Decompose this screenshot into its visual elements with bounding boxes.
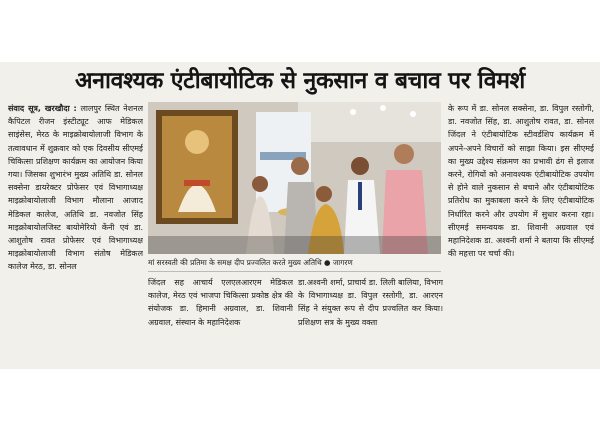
article-column-1 <box>8 102 143 368</box>
headline: अनावश्यक एंटीबायोटिक से नुकसान व बचाव पर विमर्श <box>74 68 525 94</box>
column-1-text: लालपुर स्थित नेशनल कैपिटल रीजन इंस्टीट्यूट आफ मेडिकल साइंसेस, मेरठ के माइक्रोबायोलाजी विभाग के तत्वावधान में शुक्रवार को एक दिवसीय सीएमई चिकित्सा प्रशिक्षण कार्यक्रम का आयोजन किया गया। जिसका शुभारंभ मुख्य अतिथि डा. सोनल सक्सेना डायरेक्टर प्रोफेसर एवं विभागाध्यक्ष माइक्रोबायोलाजी विभाग मौलाना आजाद मेडिकल कालेज, अतिथि डा. नवजोत सिंह माइक्रोबायोलजिस्ट बायोमेरियो केंनी एवं डा. आशुतोष रावत प्रोफेसर एवं विभागाध्यक्ष माइक्रोबायोलाजी विभाग संतोष मेडिकल कालेज मेरठ, डा. सोनल <box>8 104 143 272</box>
article-column-3: डा.अश्वनी शर्मा, प्राचार्य डा. लिली बालिया, विभाग के विभागाध्यक्ष डा. विपुल रस्तोगी, डा. आरएन सिंह ने संयुक्त रूप से दीप प्रज्वलित कर किया। प्रशिक्षण सत्र के मुख्य वक्ता <box>298 278 443 327</box>
photo-caption: मां सरस्वती की प्रतिमा के समक्ष दीप प्रज्वलित करते मुख्य अतिथि ● जागरण <box>148 255 441 272</box>
dateline: संवाद सूत्र, खरखौदा : <box>8 104 77 113</box>
news-photo <box>148 102 441 254</box>
newspaper-clipping <box>0 62 600 369</box>
article-column-2: जिंदल सह आचार्य एलएलआरएम मेडिकल कालेज, मेरठ एवं भाजपा चिकित्सा प्रकोष्ठ क्षेत्र की संयोजक डा. हिमानी अग्रवाल, डा. शिवानी अग्रवाल, संस्थान के महानिदेशक <box>148 278 293 327</box>
article-column-4: के रूप में डा. सोनल सक्सेना, डा. विपुल रस्तोगी, डा. नवजोत सिंह, डा. आशुतोष रावत, डा. सोनल जिंदल ने एंटीबायोटिक स्टीवर्डशिप कार्यक्रम में अपने-अपने विचारों को साझा किया। इस सीएमई का मुख्य उद्देश्य संक्रमण का प्रभावी ढंग से इलाज करने, रोगियों को अनावश्यक एंटीबायोटिक उपयोग से होने वाले नुकसान से बचाने और एंटीबायोटिक प्रतिरोध का मुकाबला करने के लिए एंटीबायोटिक निर्धारित करने और उपयोग में सुधार करना रहा। सीएमई समन्वयक डा. शिवानी अग्रवाल एवं महानिदेशक डा. अश्वनी शर्मा ने बताया कि सीएमई की महत्ता पर चर्चा की। <box>448 104 594 259</box>
